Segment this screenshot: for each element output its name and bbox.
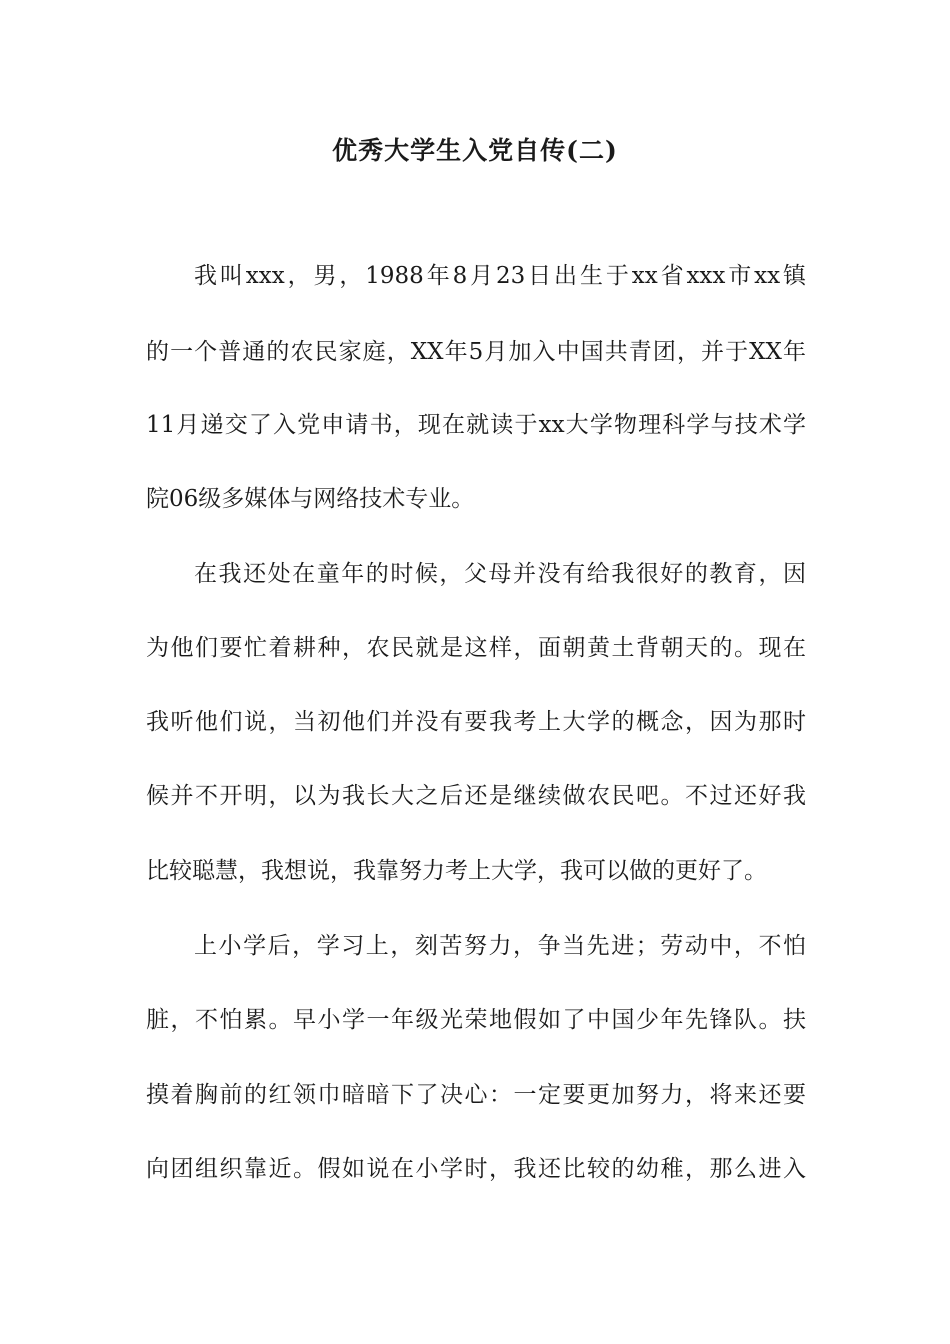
paragraph-3-line-4: 向团组织靠近。假如说在小学时，我还比较的幼稚，那么进入 bbox=[146, 1156, 806, 1182]
paragraph-2-line-1: 在我还处在童年的时候，父母并没有给我很好的教育，因 bbox=[194, 561, 806, 587]
document-title: 优秀大学生入党自传(二) bbox=[332, 136, 618, 165]
paragraph-1-line-2: 的一个普通的农民家庭，XX年5月加入中国共青团，并于XX年 bbox=[146, 339, 806, 365]
paragraph-1-line-1: 我叫xxx，男，1988年8月23日出生于xx省xxx市xx镇 bbox=[194, 263, 806, 289]
paragraph-2-line-2: 为他们要忙着耕种，农民就是这样，面朝黄土背朝天的。现在 bbox=[146, 635, 806, 661]
paragraph-3-line-2: 脏，不怕累。早小学一年级光荣地假如了中国少年先锋队。扶 bbox=[146, 1007, 806, 1033]
paragraph-2-line-3: 我听他们说，当初他们并没有要我考上大学的概念，因为那时 bbox=[146, 709, 806, 735]
paragraph-3-line-1: 上小学后，学习上，刻苦努力，争当先进；劳动中，不怕 bbox=[194, 933, 806, 959]
paragraph-3-line-3: 摸着胸前的红领巾暗暗下了决心：一定要更加努力，将来还要 bbox=[146, 1082, 806, 1108]
paragraph-2-line-5: 比较聪慧，我想说，我靠努力考上大学，我可以做的更好了。 bbox=[146, 858, 767, 884]
paragraph-2-line-4: 候并不开明，以为我长大之后还是继续做农民吧。不过还好我 bbox=[146, 783, 806, 809]
paragraph-1-line-4: 院06级多媒体与网络技术专业。 bbox=[146, 486, 475, 512]
paragraph-1-line-3: 11月递交了入党申请书，现在就读于xx大学物理科学与技术学 bbox=[146, 412, 806, 438]
